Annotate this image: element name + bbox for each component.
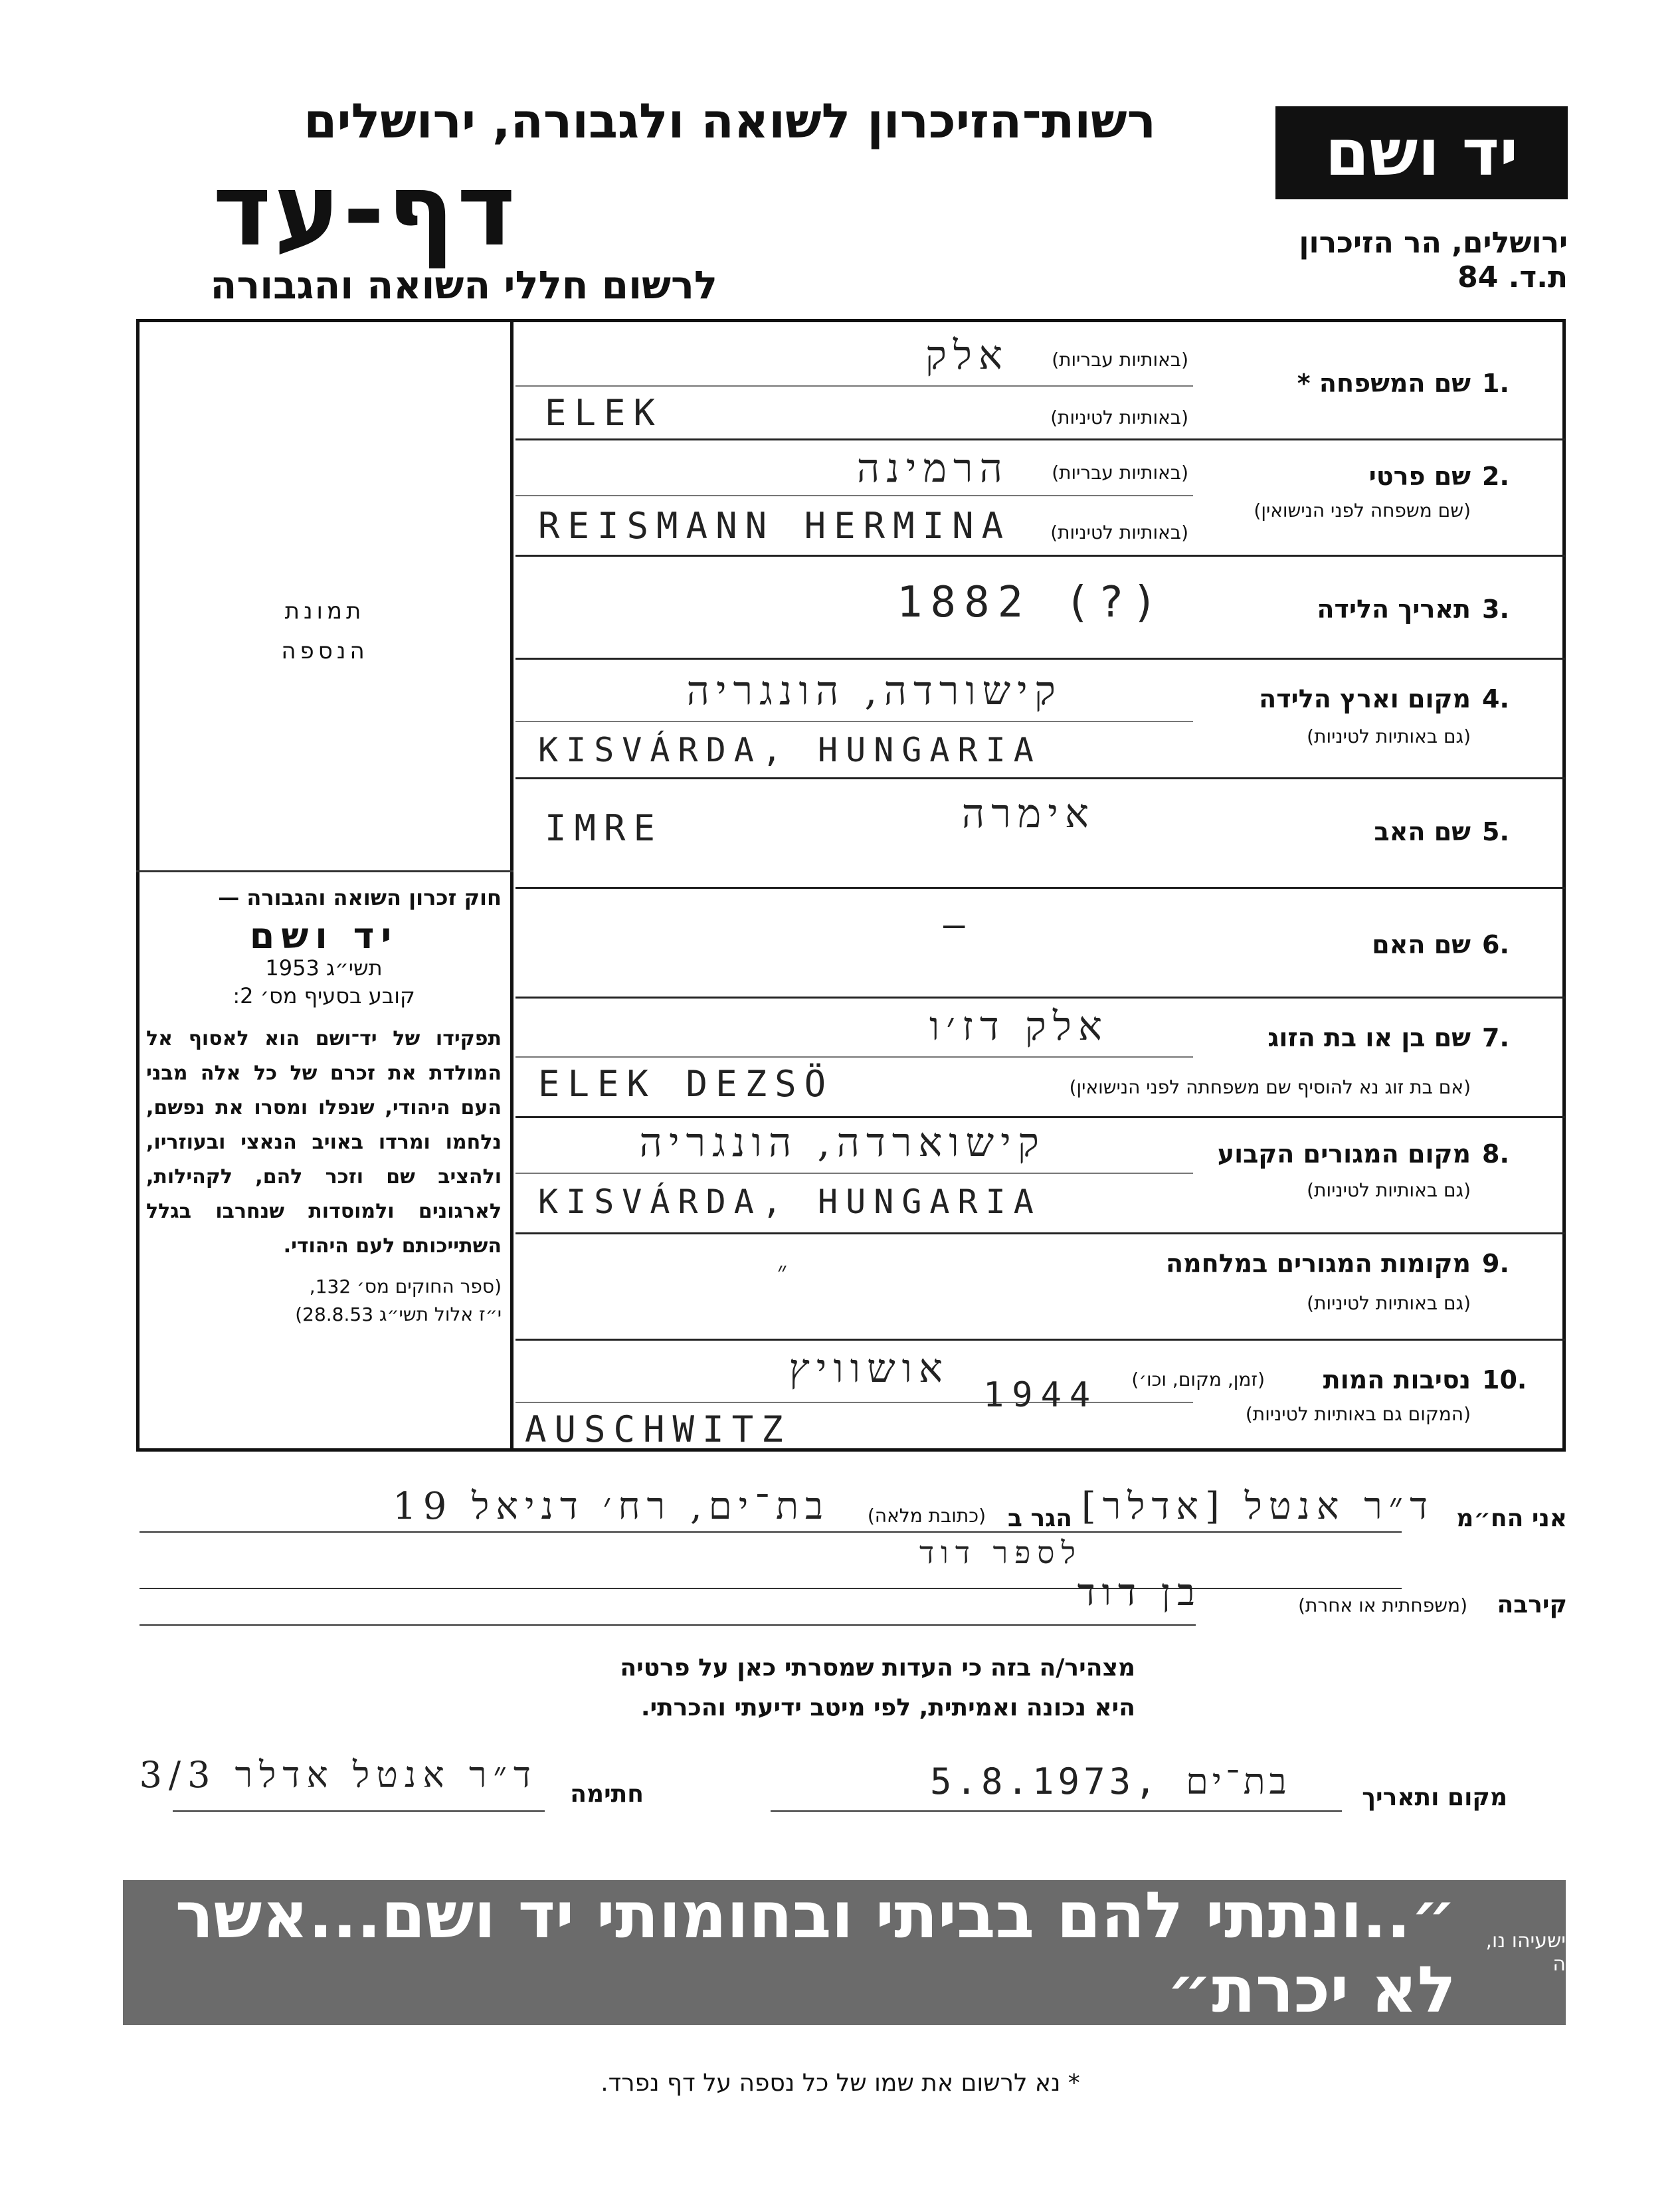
residence-hebrew-value[interactable]: קישוארדה, הונגריה: [639, 1119, 1046, 1166]
law-year: תשי״ג 1953: [265, 955, 383, 981]
law-body: תפקידו של יד־ושם הוא לאסוף אל המולדת את זכרם של כל אלה מבני העם היהודי, שנפלו ומסרו את נפשם, נלחמו ומרדו באויב הנאצי ובעוזריו, ולהציב שם וזכר להם, לקהילות, לארגונים ולמוסדות שנחרבו בגלל השתייכותם לעם היהודי.: [146, 1027, 502, 1258]
law-excerpt: [146, 884, 502, 1329]
photo-label-line1: תמונת: [284, 598, 365, 624]
field-3-label: תאריך הלידה: [1317, 595, 1471, 624]
field-8-label: מקום המגורים הקבוע: [1217, 1139, 1471, 1169]
field-9-number: 9.: [1482, 1249, 1509, 1278]
maiden-name-hint: (שם משפחה לפני הנישואין): [1254, 500, 1471, 522]
address-line2-value[interactable]: לספר דוד: [919, 1535, 1082, 1571]
hebrew-letters-hint: (באותיות עבריות): [1052, 349, 1188, 371]
birthplace-latin-value[interactable]: KISVÁRDA, HUNGARIA: [538, 731, 1042, 769]
relation-hint: (משפחתית או אחרת): [1298, 1594, 1467, 1616]
place-date-underline: [771, 1810, 1342, 1812]
row-divider: [515, 555, 1565, 557]
spouse-name-hebrew-value[interactable]: אלק דז׳ו: [929, 1003, 1109, 1050]
declaration-line2: היא נכונה ואמיתית, לפי מיטב ידיעתי והכרתי.: [640, 1694, 1135, 1721]
writing-line: [515, 495, 1193, 496]
field-1-label: שם המשפחה *: [1297, 369, 1471, 398]
writing-line: [515, 721, 1193, 722]
photo-label-line2: הנספה: [281, 638, 369, 664]
quote-banner: [123, 1880, 1566, 2025]
address-underline: [140, 1531, 1402, 1533]
birthplace-hebrew-value[interactable]: קישורדה, הונגריה: [686, 668, 1062, 714]
hebrew-letters-hint: (באותיות עבריות): [1052, 462, 1188, 484]
row-divider: [515, 777, 1565, 779]
death-circumstances-hint: (זמן, מקום, וכו׳): [1131, 1369, 1265, 1390]
residence-latin-value[interactable]: KISVÁRDA, HUNGARIA: [538, 1183, 1042, 1221]
death-place-latin-hint: (המקום גם באותיות לטיניות): [1245, 1403, 1471, 1425]
father-name-hebrew-value[interactable]: אימרה: [961, 791, 1095, 837]
signature-value[interactable]: ד״ר אנטל אדלר 3/3: [139, 1754, 537, 1796]
law-clause: קובע בסעיף מס׳ 2:: [233, 983, 415, 1008]
field-10-label: נסיבות המות: [1323, 1365, 1471, 1394]
logo-address: [1262, 226, 1568, 295]
death-place-hebrew-value[interactable]: אושוויץ: [789, 1345, 949, 1392]
footnote: * נא לרשום את שמו של כל נספה על דף נפרד.: [601, 2069, 1080, 2097]
wartime-residence-value[interactable]: ״: [777, 1256, 796, 1287]
relation-value[interactable]: בן דוד: [1077, 1571, 1202, 1614]
given-name-hebrew-value[interactable]: הרמינה: [856, 445, 1009, 492]
field-1-number: 1.: [1482, 369, 1509, 398]
field-2-label: שם פרטי: [1368, 462, 1471, 491]
surname-latin-value[interactable]: ELEK: [545, 392, 664, 434]
address-line2: ת.ד. 84: [1457, 260, 1568, 294]
law-heading: חוק זכרון השואה והגבורה —: [218, 885, 502, 910]
mother-name-value[interactable]: —: [943, 904, 973, 945]
death-year-value[interactable]: 1944: [983, 1375, 1099, 1415]
declaration-line1: מצהיר/ה בזה כי העדות שמסרתי כאן על פרטיה: [620, 1654, 1135, 1681]
also-latin-hint: (גם באותיות לטיניות): [1307, 725, 1471, 747]
spouse-name-latin-value[interactable]: ELEK DEZSÖ: [538, 1063, 834, 1105]
field-2-number: 2.: [1482, 462, 1509, 491]
relation-label: קירבה: [1497, 1591, 1567, 1618]
declarant-name-value[interactable]: ד״ר אנטל [אדלר]: [1081, 1485, 1434, 1528]
quote-text: ״..ונתתי להם בביתי ובחומותי יד ושם...אשר לא יכרת״: [175, 1878, 1456, 2027]
given-name-latin-value[interactable]: REISMANN HERMINA: [538, 505, 1012, 547]
field-6-number: 6.: [1482, 930, 1509, 959]
declarant-intro: אני הח״מ: [1456, 1505, 1567, 1532]
photo-placeholder: [136, 591, 513, 671]
yad-vashem-logo: יד ושם: [1275, 106, 1568, 199]
field-8-number: 8.: [1482, 1139, 1509, 1169]
birth-date-value[interactable]: 1882 (?): [897, 578, 1166, 627]
field-3-number: 3.: [1482, 595, 1509, 624]
writing-line: [515, 385, 1193, 387]
death-place-latin-value[interactable]: AUSCHWITZ: [525, 1408, 791, 1450]
full-address-hint: (כתובת מלאה): [867, 1505, 986, 1527]
latin-letters-hint: (באותיות לטיניות): [1050, 522, 1188, 543]
signature-label: חתימה: [570, 1780, 644, 1808]
writing-line: [515, 1056, 1193, 1058]
resides-label: הגר ב: [1008, 1505, 1072, 1532]
authority-title: רשות־הזיכרון לשואה ולגבורה, ירושלים: [304, 93, 1156, 149]
law-name: יד ושם: [249, 915, 399, 957]
page-title: דף-עד: [213, 153, 518, 268]
field-5-number: 5.: [1482, 817, 1509, 846]
also-latin-hint: (גם באותיות לטיניות): [1307, 1179, 1471, 1201]
spouse-maiden-hint: (אם בת זוג נא להוסיף שם משפחתה לפני הנישואין): [1069, 1076, 1471, 1098]
page-subtitle: לרשום חללי השואה והגבורה: [210, 262, 717, 308]
row-divider: [515, 658, 1565, 660]
address-line1: ירושלים, הר הזיכרון: [1299, 226, 1568, 260]
field-5-label: שם האב: [1374, 817, 1471, 846]
signature-underline: [173, 1810, 545, 1812]
field-6-label: שם האם: [1372, 930, 1471, 959]
quote-source: ישעיהו נו, ה: [1485, 1929, 1566, 1976]
field-4-label: מקום וארץ הלידה: [1259, 684, 1471, 714]
field-4-number: 4.: [1482, 684, 1509, 714]
left-panel-divider: [136, 870, 513, 872]
row-divider: [515, 887, 1565, 889]
place-date-value[interactable]: 5.8.1973, בת־ים: [930, 1761, 1291, 1802]
address-value[interactable]: בת־ים, רח׳ דניאל 19: [393, 1485, 830, 1528]
row-divider: [515, 438, 1565, 440]
field-9-label: מקומות המגורים במלחמה: [1165, 1249, 1471, 1278]
field-10-number: 10.: [1482, 1365, 1527, 1394]
law-reference-1: (ספר החוקים מס׳ 132,: [309, 1276, 502, 1297]
row-divider: [515, 997, 1565, 999]
place-date-label: מקום ותאריך: [1362, 1784, 1507, 1811]
law-reference-2: י״ז אלול תשי״ג 28.8.53): [295, 1303, 502, 1325]
father-name-latin-value[interactable]: IMRE: [545, 807, 664, 849]
row-divider: [515, 1116, 1565, 1118]
surname-hebrew-value[interactable]: אלק: [925, 332, 1009, 379]
address-underline-2: [140, 1588, 1402, 1589]
field-7-number: 7.: [1482, 1023, 1509, 1052]
row-divider: [515, 1339, 1565, 1341]
writing-line: [515, 1173, 1193, 1174]
field-7-label: שם בן או בת הזוג: [1267, 1023, 1471, 1052]
relation-underline: [140, 1624, 1196, 1626]
also-latin-hint: (גם באותיות לטיניות): [1307, 1292, 1471, 1314]
latin-letters-hint: (באותיות לטיניות): [1050, 407, 1188, 429]
row-divider: [515, 1232, 1565, 1234]
